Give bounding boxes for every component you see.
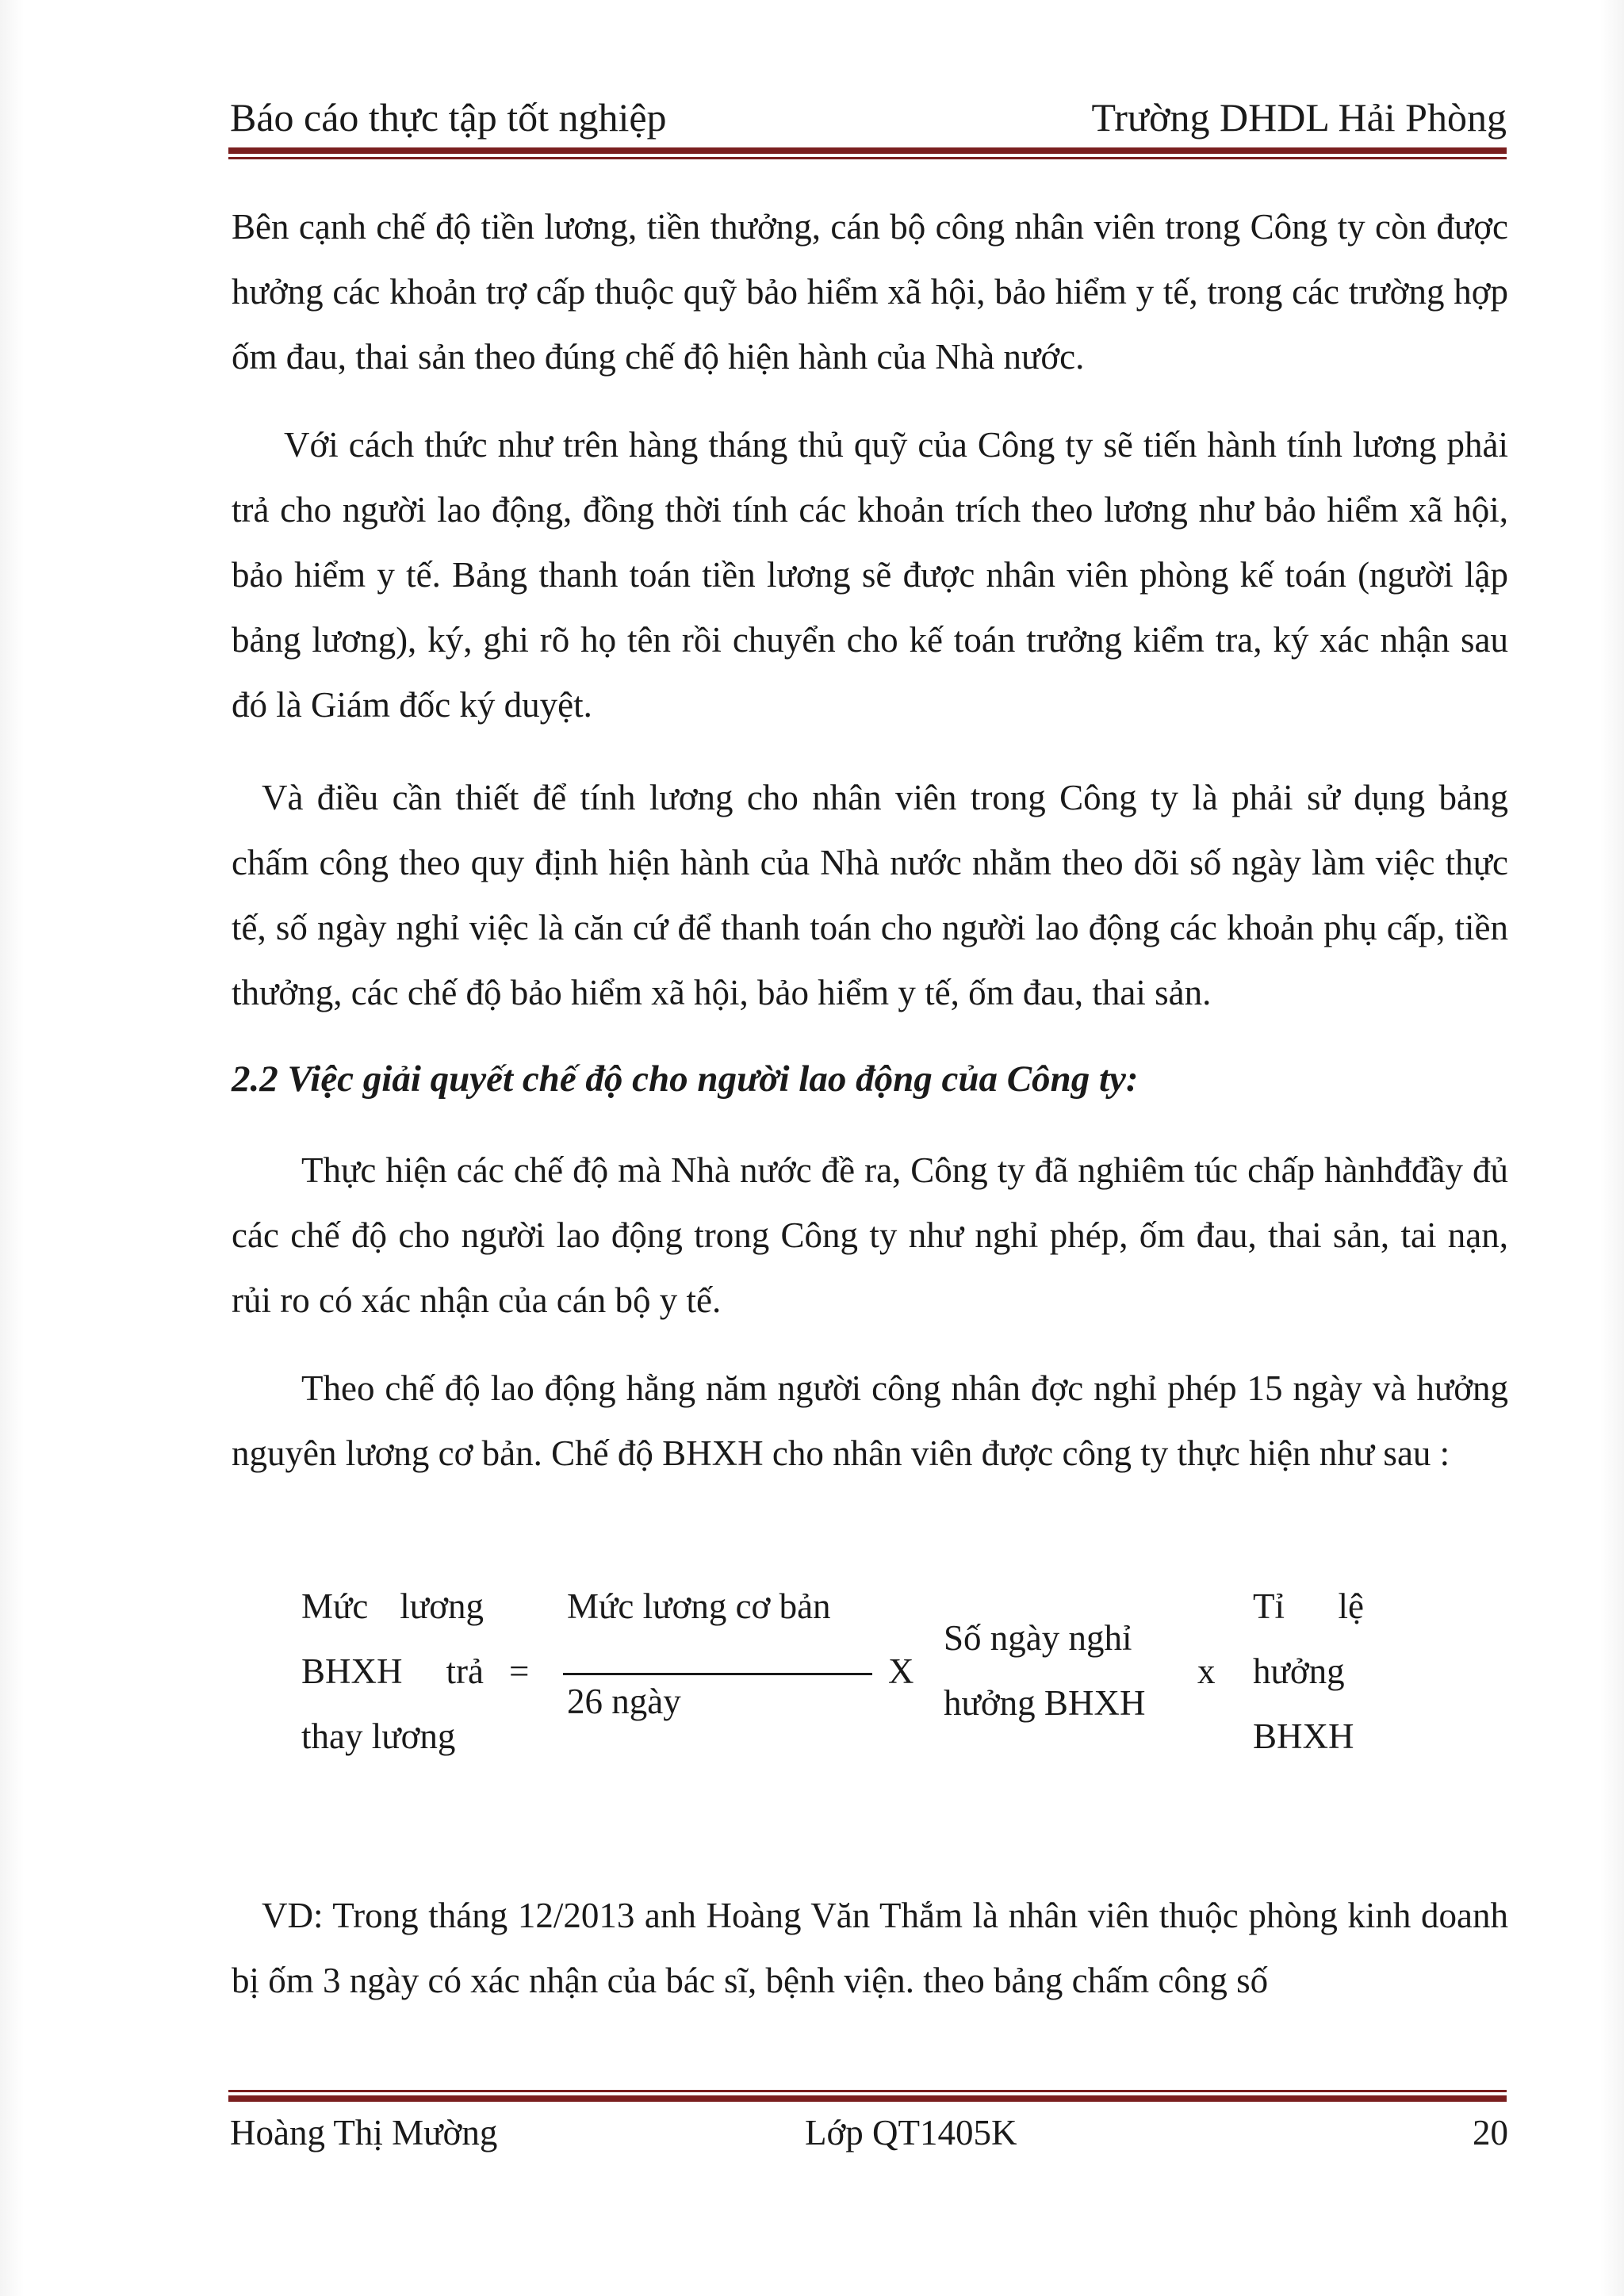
formula-denominator: 26 ngày <box>567 1682 681 1721</box>
paragraph-text: Thực hiện các chế độ mà Nhà nước đề ra, Công ty đã nghiêm túc chấp hànhđđầy đủ các chế độ cho người lao động trong Công ty như nghỉ phép, ốm đau, thai sản, tai nạn, rủi ro có xác nhận của cán bộ y tế. <box>232 1150 1508 1320</box>
formula-numerator: Mức lương cơ bản <box>567 1586 831 1626</box>
formula-lhs-line: Mức lương <box>301 1586 484 1626</box>
header-school-name: Trường DHDL Hải Phòng <box>1091 95 1507 140</box>
footer-page-number: 20 <box>1473 2113 1508 2152</box>
formula-rate-line: BHXH <box>1253 1716 1354 1756</box>
formula-days-term <box>944 1605 1174 1735</box>
page-header <box>230 94 1507 141</box>
formula-lhs <box>301 1574 484 1769</box>
paragraph-policy-implementation <box>232 1138 1508 1333</box>
bhxh-formula <box>301 1574 1459 1780</box>
formula-lhs-line: thay lương <box>301 1716 456 1756</box>
header-report-title: Báo cáo thực tập tốt nghiệp <box>230 95 667 140</box>
paragraph-text: Theo chế độ lao động hằng năm người công nhân đợc nghỉ phép 15 ngày và hưởng nguyên lương cơ bản. Chế độ BHXH cho nhân viên được công ty thực hiện như sau : <box>232 1368 1508 1473</box>
paragraph-annual-leave <box>232 1356 1508 1486</box>
footer-class: Lớp QT1405K <box>805 2113 1017 2152</box>
paragraph-text: Bên cạnh chế độ tiền lương, tiền thưởng, cán bộ công nhân viên trong Công ty còn được hưởng các khoản trợ cấp thuộc quỹ bảo hiểm xã hội, bảo hiểm y tế, trong các trường hợp ốm đau, thai sản theo đúng chế độ hiện hành của Nhà nước. <box>232 207 1508 377</box>
formula-rate-line: hưởng <box>1253 1651 1345 1691</box>
section-heading: 2.2 Việc giải quyết chế độ cho người lao động của Công ty: <box>232 1058 1139 1100</box>
paragraph-example <box>232 1883 1508 2013</box>
footer-rule-thick <box>228 2095 1507 2102</box>
paragraph-allowances <box>232 194 1508 389</box>
formula-equals: = <box>509 1651 530 1691</box>
formula-days-line: hưởng BHXH <box>944 1683 1146 1723</box>
header-rule-thin <box>228 157 1507 159</box>
paragraph-timesheet <box>232 765 1508 1025</box>
formula-lhs-line: BHXH trả <box>301 1651 484 1691</box>
footer-author: Hoàng Thị Mường <box>230 2113 498 2152</box>
paragraph-text: Và điều cần thiết để tính lương cho nhân viên trong Công ty là phải sử dụng bảng chấm công theo quy định hiện hành của Nhà nước nhằm theo dõi số ngày làm việc thực tế, số ngày nghỉ việc là căn cứ để thanh toán cho người lao động các khoản phụ cấp, tiền thưởng, các chế độ bảo hiểm xã hội, bảo hiểm y tế, ốm đau, thai sản. <box>232 778 1508 1012</box>
paragraph-text: Với cách thức như trên hàng tháng thủ quỹ của Công ty sẽ tiến hành tính lương phải trả cho người lao động, đồng thời tính các khoản trích theo lương như bảo hiểm xã hội, bảo hiểm y tế. Bảng thanh toán tiền lương sẽ được nhân viên phòng kế toán (người lập bảng lương), ký, ghi rõ họ tên rồi chuyển cho kế toán trưởng kiểm tra, ký xác nhận sau đó là Giám đốc ký duyệt. <box>232 425 1508 725</box>
page-footer <box>230 2109 1508 2156</box>
paragraph-payroll-process <box>232 412 1508 737</box>
paragraph-text: VD: Trong tháng 12/2013 anh Hoàng Văn Thắm là nhân viên thuộc phòng kinh doanh bị ốm 3 ngày có xác nhận của bác sĩ, bệnh viện. theo bảng chấm công số <box>232 1896 1508 2000</box>
header-rule-thick <box>228 147 1507 154</box>
footer-rule-thin <box>228 2090 1507 2092</box>
formula-days-line: Số ngày nghỉ <box>944 1618 1132 1658</box>
formula-rate-term <box>1253 1574 1364 1769</box>
formula-multiply-2: x <box>1197 1651 1216 1691</box>
formula-multiply-1: X <box>888 1651 914 1691</box>
formula-rate-line: Tỉ lệ <box>1253 1586 1364 1626</box>
